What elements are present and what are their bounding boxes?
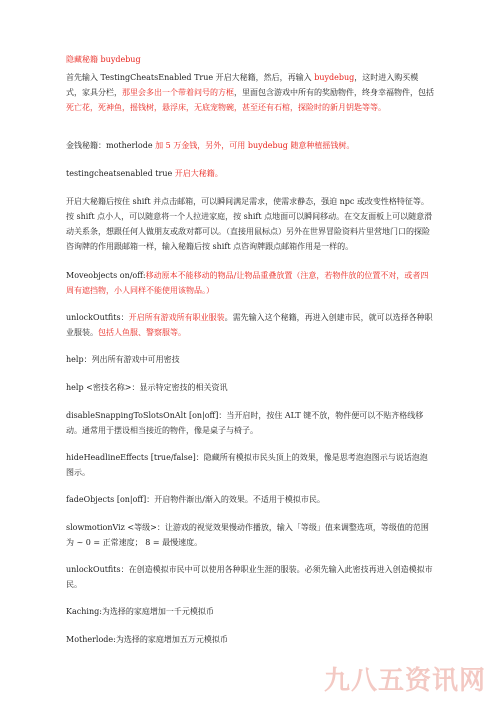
paragraph-kaching: Kaching:为选择的家庭增加一千元模拟币 — [66, 607, 214, 616]
paragraph-money-cheat — [66, 138, 434, 153]
p1-text-c: ，这时进入购买模式，家具分栏， — [66, 73, 419, 97]
paragraph-help-name: help <密技名称>：显示特定密技的相关资讯 — [66, 383, 228, 392]
p2-text-b: 加 5 万金钱，另外，可用 buydebug 随意种植摇钱树。 — [155, 141, 355, 150]
p6-text-a: unlockOutfits： — [66, 313, 129, 322]
doc-title: 隐藏秘籍 buydebug — [66, 55, 141, 64]
paragraph-hideheadline: hideHeadlineEffects [true/false]：隐藏所有模拟市民头顶上的效果，像是思考泡泡图示与说话泡泡图示。 — [66, 453, 428, 477]
p3-text-b: 开启大秘籍。 — [174, 169, 223, 178]
p5-text-a: Moveobjects on/off: — [66, 271, 146, 280]
p2-text-a: 金钱秘籍：motherlode — [66, 141, 156, 150]
paragraph-unlockoutfits-1 — [66, 310, 434, 340]
paragraph-buydebug — [66, 70, 434, 115]
p6-text-b: 开启所有游戏所有职业服装 — [128, 313, 225, 322]
paragraph-moveobjects — [66, 268, 434, 298]
paragraph-unlockoutfits-2: unlockOutfits：在创造模拟市民中可以使用各种职业生涯的服装。必须先输入此密技再进入创造模拟市民。 — [66, 565, 433, 589]
p3-text-a: testingcheatsenabled true — [66, 169, 175, 178]
paragraph-fadeobjects: fadeObjects [on|off]：开启物件渐出/渐入的效果。不适用于模拟市民。 — [66, 495, 325, 504]
p1-text-b: buydebug — [314, 73, 355, 82]
paragraph-help: help：列出所有游戏中可用密技 — [66, 355, 180, 364]
p1-text-d: 那里会多出一个带着问号的方框 — [122, 88, 234, 97]
paragraph-testingcheats — [66, 166, 434, 181]
paragraph-shift-tips: 开启大秘籍后按住 shift 并点击邮箱，可以瞬间满足需求，使需求静态，强迫 npc 或改变性格特征等。按 shift 点小人，可以随意将一个人拉进家庭，按 shift 点地面可以瞬间移动。在交友面板上可以随意滑动关系条，想跟任何人做朋友或敌对都可以。（直接用鼠标点）另外在世界冒险资料片里营地门口的探险咨询牌的作用跟邮箱一样，输入秘籍后按 shift 点咨询牌跟点邮箱作用是一样的。 — [66, 197, 433, 251]
watermark-logo: 九八五资讯网 — [323, 666, 486, 696]
p1-text-f: 死亡花，死神鱼，摇钱树，悬浮床，无底宠物碗，甚至还有石棺，探险时的新月钥匙等等。 — [66, 103, 386, 112]
paragraph-motherlode: Motherlode:为选择的家庭增加五万元模拟币 — [66, 635, 228, 644]
p5-text-b: 移动原本不能移动的物品/让物品重叠放置（注意，若物件放的位置不对，或者四周有遮挡物，小人同样不能使用该物品。） — [66, 271, 429, 295]
paragraph-slowmotion: slowmotionViz <等级>：让游戏的视觉效果慢动作播放，输入「等级」值来调整选项，等级值的范围为 ~ 0 = 正常速度； 8 = 最慢速度。 — [66, 523, 429, 547]
paragraph-disablesnapping: disableSnappingToSlotsOnAlt [on|off]：当开启时，按住 ALT 键不放，物件便可以不贴齐格线移动。通常用于摆设相当接近的物件，像是桌子与椅子。 — [66, 411, 424, 435]
p6-text-d: 包括人鱼服、警察服等。 — [98, 328, 186, 337]
p1-text-e: ，里面包含游戏中所有的奖励物件，终身幸福物件，包括 — [234, 88, 434, 97]
p1-text-a: 首先输入 TestingCheatsEnabled True 开启大秘籍，然后，再输入 — [66, 73, 315, 82]
p6-text-c: 。需先输入这个秘籍，再进入创建市民，就可以选择各种职业服装。 — [66, 313, 433, 337]
